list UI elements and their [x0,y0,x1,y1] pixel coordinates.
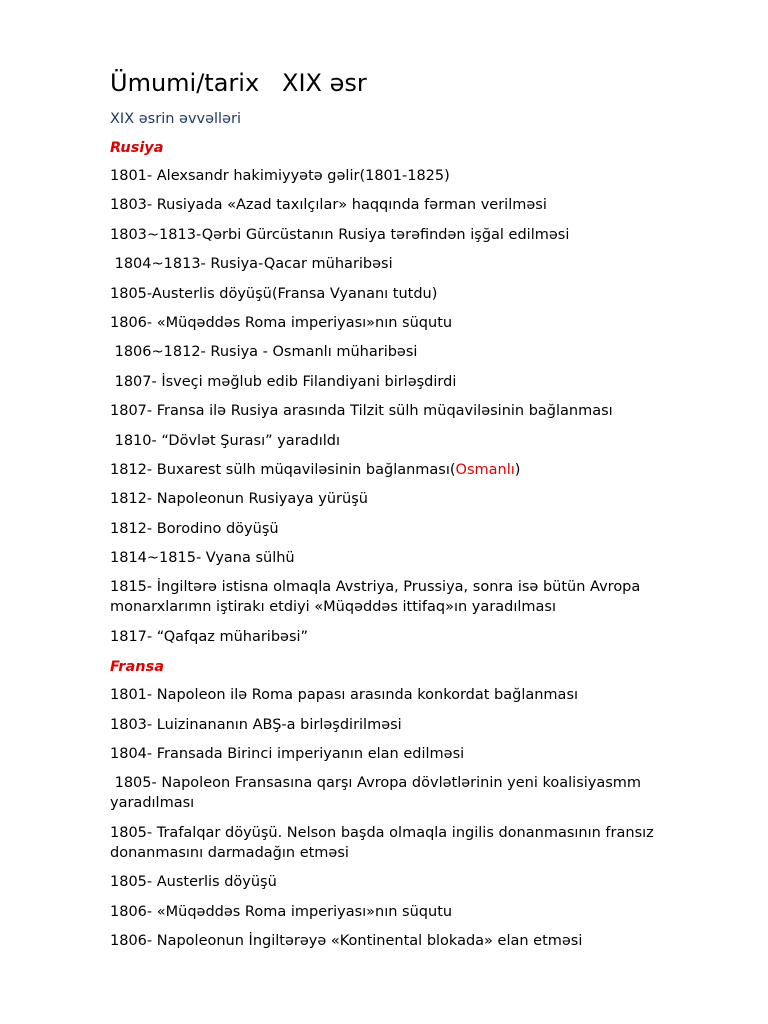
entry-text: 1807- Fransa ilə Rusiya arasında Tilzit sülh müqaviləsinin bağlanması [110,403,613,420]
entry-text: 1810- “Dövlət Şurası” yaradıldı [110,432,341,449]
timeline-entry [110,548,710,568]
timeline-entry [110,715,710,735]
timeline-entry [110,902,710,922]
entry-text: 1804- Fransada Birinci imperiyanın elan edilməsi [110,746,465,763]
entry-text: 1807- İsveçi məğlub edib Filandiyani birləşdirdi [110,373,457,390]
timeline-entry [110,872,710,892]
timeline-entry [110,166,710,186]
entry-text: 1806- «Müqəddəs Roma imperiyası»nın süqutu [110,903,453,920]
timeline-entry [110,313,710,333]
timeline-entry [110,627,710,647]
entry-text: 1803- Luizinananın ABŞ-a birləşdirilməsi [110,716,402,733]
timeline-entry [110,372,710,392]
timeline-entry [110,823,710,863]
entry-text: 1806- «Müqəddəs Roma imperiyası»nın süqutu [110,314,453,331]
entry-text: 1806- Napoleonun İngiltərəyə «Kontinental blokada» elan etməsi [110,932,583,949]
timeline-entry [110,489,710,509]
entry-text: 1814~1815- Vyana sülhü [110,550,295,567]
timeline-entry [110,744,710,764]
section-heading: Fransa [110,659,164,676]
entry-text: 1815- İngiltərə istisna olmaqla Avstriya, Prussiya, sonra isə bütün Avropa monarxlarımn iştirakı etdiyi «Müqəddəs ittifaq»ın yaradılması [110,579,645,616]
page-subtitle: XIX əsrin əvvəlləri [110,111,241,127]
entry-accent-text: Osmanlı [455,461,515,478]
timeline-entry [110,577,710,617]
sections-container [110,137,710,951]
timeline-entry [110,195,710,215]
timeline-entry [110,931,710,951]
entry-text: 1812- Borodino döyüşü [110,520,279,537]
entry-text: 1805-Austerlis döyüşü(Fransa Vyananı tutdu) [110,285,438,302]
entry-text: 1801- Alexsandr hakimiyyətə gəlir(1801-1825) [110,168,450,184]
entry-text: 1804~1813- Rusiya-Qacar müharibəsi [110,256,393,273]
timeline-entry [110,225,710,245]
timeline-entry [110,254,710,274]
entry-trailing-text: ) [514,461,521,478]
entry-text: 1805- Napoleon Fransasına qarşı Avropa dövlətlərinin yeni koalisiyasmm yaradılması [110,775,646,812]
entry-text: 1801- Napoleon ilə Roma papası arasında konkordat bağlanması [110,687,579,704]
timeline-entry [110,284,710,304]
entry-text: 1812- Buxarest sülh müqaviləsinin bağlanması( [110,461,456,478]
page-title: Ümumi/tarix XIX əsr [110,69,367,97]
entry-text: 1803- Rusiyada «Azad taxılçılar» haqqında fərman verilməsi [110,197,547,214]
entry-text: 1805- Austerlis döyüşü [110,874,277,891]
section-heading: Rusiya [110,140,164,156]
entry-text: 1806~1812- Rusiya - Osmanlı müharibəsi [110,344,418,361]
entry-text: 1803~1813-Qərbi Gürcüstanın Rusiya tərəfindən işğal edilməsi [110,226,570,243]
timeline-entry [110,519,710,539]
timeline-entry [110,685,710,705]
entry-text: 1817- “Qafqaz müharibəsi” [110,628,309,645]
timeline-entry [110,460,710,480]
timeline-entry [110,401,710,421]
timeline-entry [110,342,710,362]
timeline-entry [110,773,710,813]
entry-text: 1805- Trafalqar döyüşü. Nelson başda olmaqla ingilis donanmasının fransız donanmasını darmadağın etməsi [110,824,659,861]
document-page [110,66,710,960]
entry-text: 1812- Napoleonun Rusiyaya yürüşü [110,491,368,508]
timeline-entry [110,431,710,451]
